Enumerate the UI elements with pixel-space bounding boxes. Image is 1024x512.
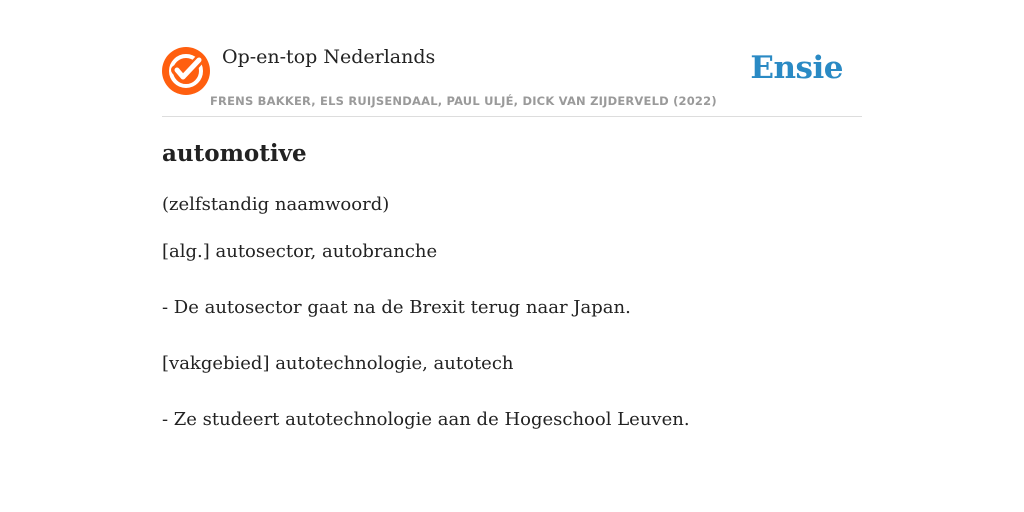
source-title[interactable]: Op-en-top Nederlands	[222, 46, 436, 68]
source-logo	[162, 47, 210, 95]
entry-headword: automotive	[162, 140, 307, 167]
example-sentence: - Ze studeert autotechnologie aan de Hogeschool Leuven.	[162, 409, 690, 430]
sense-general: [alg.] autosector, autobranche	[162, 241, 438, 262]
checkmark-icon	[162, 47, 210, 95]
ensie-logo[interactable]: Ensie	[750, 50, 843, 86]
sense-field: [vakgebied] autotechnologie, autotech	[162, 353, 514, 374]
source-authors: FRENS BAKKER, ELS RUIJSENDAAL, PAUL ULJÉ, DICK VAN ZIJDERVELD (2022)	[210, 94, 717, 108]
part-of-speech: (zelfstandig naamwoord)	[162, 194, 390, 215]
example-sentence: - De autosector gaat na de Brexit terug naar Japan.	[162, 297, 631, 318]
dictionary-entry	[162, 138, 862, 432]
source-header	[162, 44, 862, 117]
